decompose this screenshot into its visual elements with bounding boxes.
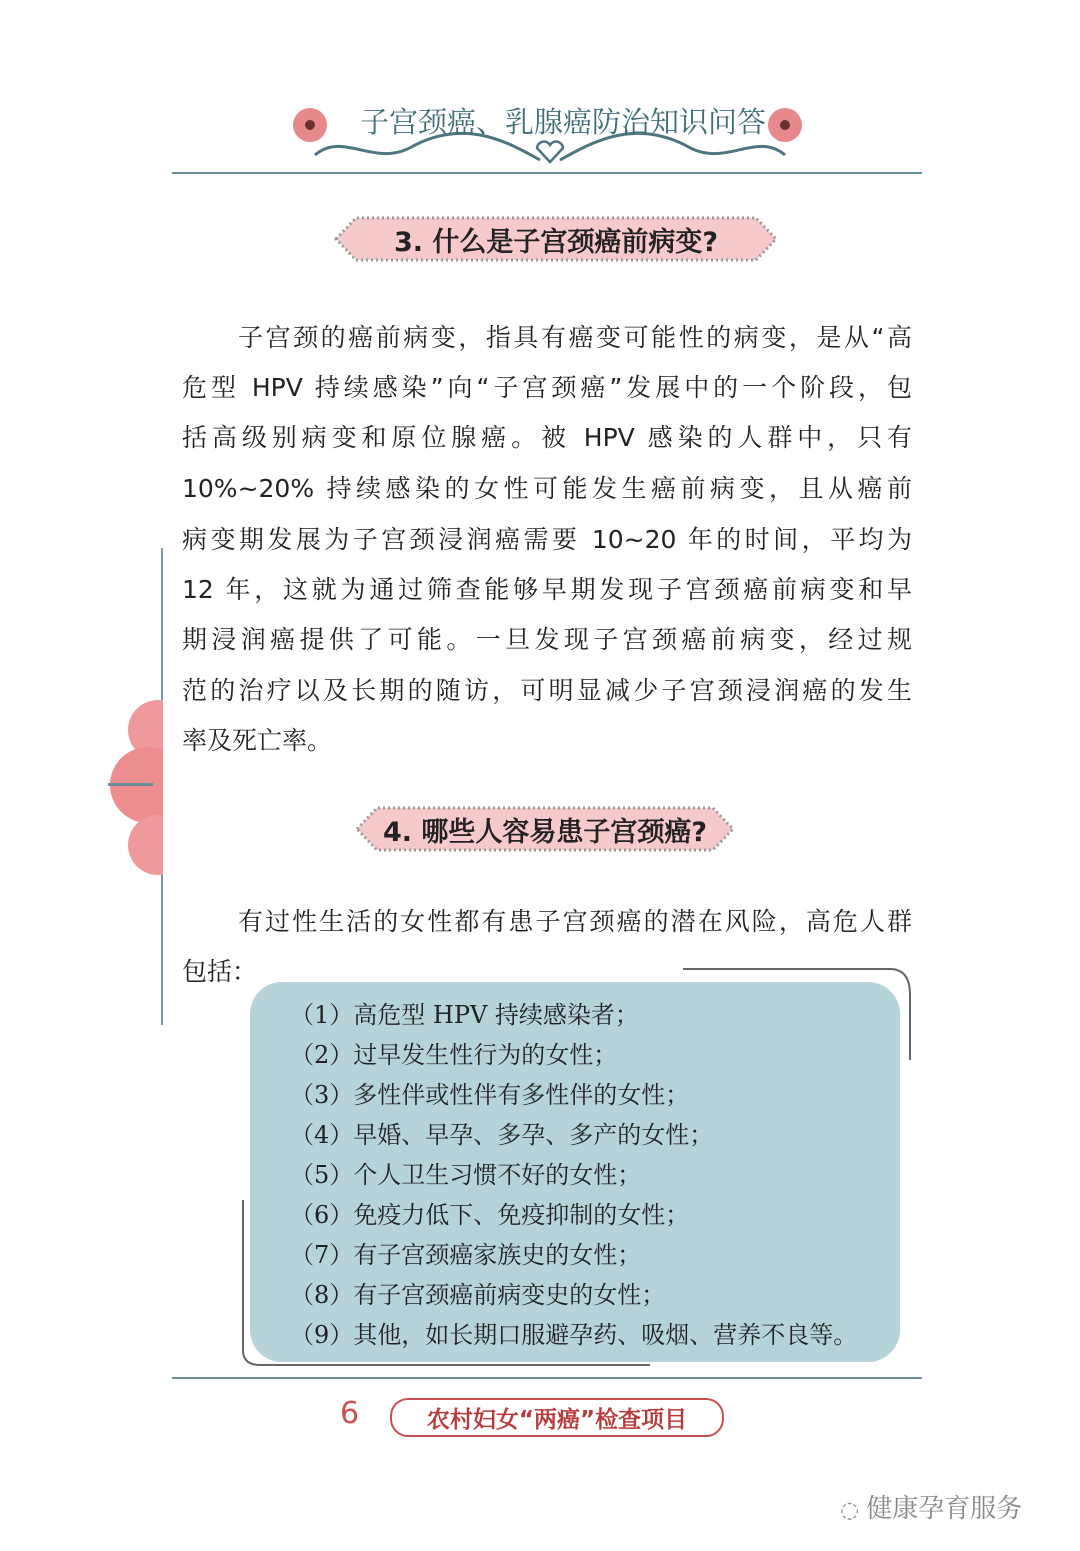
body-line: 病变期发展为子宫颈浸润癌需要 10~20 年的时间，平均为 <box>182 525 912 554</box>
body-line: 包括： <box>182 957 258 986</box>
body-line: 有过性生活的女性都有患子宫颈癌的潜在风险，高危人群 <box>238 907 912 936</box>
heart-icon <box>537 142 563 162</box>
risk-list-item: （6）免疫力低下、免疫抑制的女性； <box>290 1201 690 1229</box>
risk-list-item: （5）个人卫生习惯不好的女性； <box>290 1161 642 1189</box>
header-divider <box>172 172 922 174</box>
risk-list-item: （4）早婚、早孕、多孕、多产的女性； <box>290 1121 714 1149</box>
body-line: 期浸润癌提供了可能。一旦发现子宫颈癌前病变，经过规 <box>182 625 912 654</box>
body-line: 12 年，这就为通过筛查能够早期发现子宫颈癌前病变和早 <box>182 575 912 604</box>
section-heading-banner <box>345 805 745 853</box>
section-heading-banner <box>322 215 790 263</box>
watermark <box>840 1488 1022 1525</box>
section-heading: 3. 什么是子宫颈癌前病变? <box>393 226 719 258</box>
body-line: 范的治疗以及长期的随访，可明显减少子宫颈浸润癌的发生 <box>182 676 912 705</box>
body-line: 危型 HPV 持续感染”向“子宫颈癌”发展中的一个阶段，包 <box>182 373 912 402</box>
flower-icon <box>293 108 327 142</box>
watermark-text: 健康孕育服务 <box>866 1494 1023 1524</box>
header-title: 子宫颈癌、乳腺癌防治知识问答 <box>360 105 767 139</box>
body-line: 率及死亡率。 <box>182 726 333 755</box>
side-flower-icon <box>108 690 163 880</box>
risk-list-item: （8）有子宫颈癌前病变史的女性； <box>290 1281 666 1309</box>
footer-book-title: 农村妇女“两癌”检查项目 <box>390 1398 724 1437</box>
body-line: 子宫颈的癌前病变，指具有癌变可能性的病变，是从“高 <box>238 323 912 352</box>
risk-list-item: （7）有子宫颈癌家族史的女性； <box>290 1241 642 1269</box>
risk-list-item: （2）过早发生性行为的女性； <box>290 1041 618 1069</box>
flower-icon <box>768 108 802 142</box>
body-line: 10%~20% 持续感染的女性可能发生癌前病变，且从癌前 <box>182 474 912 503</box>
footer-divider <box>172 1377 922 1379</box>
risk-list-item: （1）高危型 HPV 持续感染者； <box>290 1001 639 1029</box>
risk-list-item: （9）其他，如长期口服避孕药、吸烟、营养不良等。 <box>290 1321 858 1349</box>
wechat-icon: ◌ <box>840 1498 867 1523</box>
section-heading: 4. 哪些人容易患子宫颈癌? <box>382 816 708 848</box>
page-number: 6 <box>340 1396 360 1431</box>
risk-list-item: （3）多性伴或性伴有多性伴的女性； <box>290 1081 690 1109</box>
body-line: 括高级别病变和原位腺癌。被 HPV 感染的人群中，只有 <box>182 423 912 452</box>
